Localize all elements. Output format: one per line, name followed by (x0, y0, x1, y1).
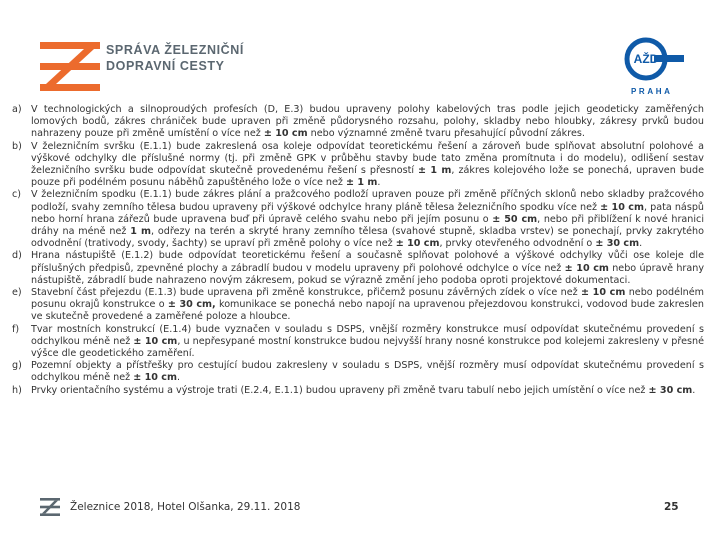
list-item-text (31, 360, 704, 384)
text-run: V technologických a silnoproudých profesích (D, E.3) budou upraveny polohy kabelových tras podle jejich geodeticky zaměřených lomových bodů, zákres chrániček bude upraven při změně půdorysného rozsahu, polohy, skladby nebo hloubky, zákresy prvků budou nahrazeny pouze při změně umístění o více než (31, 104, 704, 140)
tolerance-value: ± 10 cm (581, 287, 626, 299)
text-run: , odřezy na terén a skryté hrany zemního tělesa (svahové stupně, skladba vrstev) se ponechají, prvky zakrytého odvodnění (trativody, svody, šachty) se upraví při změně polohy o více než (31, 226, 705, 250)
list-item-label: f) (12, 323, 20, 335)
text-run: V železničním svršku (E.1.1) bude zakreslená osa koleje odpovídat teoretickému řešení a zároveň bude splňovat absolutní polohové a výškové odchylky dle příslušné normy (tj. při změně GPK v průběhu stavby bude tato změna promítnuta i do modelu), odlišení sestav železničního svršku bude odpovídat skutečně provedenému řešení s přesností (31, 140, 704, 177)
azd-logo-icon (620, 36, 684, 82)
text-run: . (639, 238, 643, 250)
tolerance-value: ± 10 cm (263, 128, 308, 140)
text-run: Hrana nástupiště (E.1.2) bude odpovídat teoretickému řešení a současně splňovat polohové a výškové odchylky vůči ose koleje dle příslušných předpisů, zpevněné plochy a zábradlí budou v modelu upraveny při polohové odchylce o více než (31, 250, 704, 274)
list-item-label: b) (12, 140, 22, 152)
tolerance-value: ± 10 cm (600, 201, 644, 213)
list-item (12, 385, 704, 397)
list-item-label: e) (12, 287, 22, 299)
brand-title-line-1: SPRÁVA ŽELEZNIČNÍ (106, 43, 244, 57)
text-run: , pata náspů nebo horní hrana zářezů bude upravena buď při úpravě celého svahu nebo při jejím posunu o (31, 201, 704, 225)
list-item (12, 104, 704, 141)
text-run: V železničním spodku (E.1.1) bude zákres plání a pražcového podloží upraven pouze při změně příčných sklonů nebo skladby pražcového podloží, svahy zemního tělesa budou upraveny při výškové odchylce hrany pláně tělesa železničního spodku více než (31, 189, 704, 213)
list-item (12, 287, 704, 324)
logo-bar-bottom (40, 84, 100, 91)
list-item-text (31, 287, 704, 324)
text-run: Prvky orientačního systému a výstroje trati (E.2.4, E.1.1) budou upraveny při změně tvaru tabulí nebo jejich umístění o více než (31, 384, 649, 396)
tolerance-value: ± 10 cm (133, 335, 178, 347)
text-run: , zákres kolejového lože se ponechá, upraven bude pouze při podélném posunu náběhů zapuštěného lože o více než (31, 165, 704, 189)
requirements-list (12, 104, 704, 397)
text-run: Stavební část přejezdu (E.1.3) bude upravena při změně konstrukce, přičemž posunu závěrných zídek o více než (31, 287, 581, 299)
text-run: komunikace se ponechá nebo napojí na upravenou přejezdovou konstrukci, vodovod bude zakreslen ve skutečně provedené a zaměřené poloze a hloubce. (31, 299, 704, 323)
list-item-label: d) (12, 250, 22, 262)
text-run: Tvar mostních konstrukcí (E.1.4) bude vyznačen v souladu s DSPS, vnější rozměry konstrukce musí odpovídat skutečnému provedení s odchylkou méně než (31, 323, 704, 347)
tolerance-value: ± 30 cm, (167, 299, 216, 311)
text-run: , nebo při přiblížení k nové hranici dráhy na méně než (31, 213, 704, 238)
page-number: 25 (664, 501, 679, 513)
brand-title-line-2: DOPRAVNÍ CESTY (106, 59, 225, 73)
tolerance-value: ± 10 cm (564, 262, 609, 274)
tolerance-value: ± 1 m (346, 177, 378, 189)
tolerance-value: ± 30 cm (595, 238, 640, 250)
list-item (12, 250, 704, 287)
list-item (12, 324, 704, 361)
szdc-logo-icon (40, 40, 100, 94)
list-item (12, 360, 704, 384)
brand-title (106, 42, 244, 74)
text-run: nebo významné změně tvaru přesahující původní zákres. (307, 128, 585, 140)
tolerance-value: ± 10 cm (395, 238, 440, 250)
tolerance-value: ± 50 cm (492, 213, 538, 225)
tolerance-value: ± 1 m (418, 165, 452, 177)
logo-bar-top (40, 42, 100, 49)
text-run: , u nepřesypané mostní konstrukce budou nejvyšší hrany nosné konstrukce pod kolejemi zakresleny v přesné výšce dle geodetického zaměření. (31, 335, 704, 360)
text-run: . (377, 177, 381, 189)
text-run: . (177, 372, 181, 384)
list-item-text (31, 250, 704, 287)
list-item-label: c) (12, 189, 22, 201)
list-item-text (31, 104, 704, 141)
footer-text: Železnice 2018, Hotel Olšanka, 29.11. 2018 (70, 501, 301, 513)
azd-logo-city: PRAHA (631, 87, 673, 96)
list-item-label: g) (12, 360, 22, 372)
tolerance-value: 1 m (130, 226, 152, 238)
list-item-text (31, 324, 704, 361)
list-item-label: a) (12, 104, 22, 115)
list-item (12, 189, 704, 250)
text-run: Pozemní objekty a přístřešky pro cestující budou zakresleny v souladu s DSPS, vnější rozměry musí odpovídat skutečnému provedení s odchylkou méně než (31, 360, 704, 384)
footer-logo-icon (40, 498, 60, 516)
tolerance-value: ± 30 cm (648, 384, 693, 396)
text-run: nebo úpravě hrany nástupiště, zábradlí bude nahrazeno novým zákresem, pokud se výrazně změní jeho podoba oproti projektové dokumentaci. (31, 262, 704, 286)
azd-logo-mark: AŽD (633, 52, 659, 66)
list-item-text (31, 141, 704, 190)
list-item-label: h) (12, 384, 22, 396)
tolerance-value: ± 10 cm (133, 372, 177, 384)
list-item (12, 141, 704, 190)
list-item-text (31, 385, 704, 397)
list-item-text (31, 189, 704, 250)
text-run: . (692, 384, 696, 396)
text-run: nebo podélném posunu okrajů konstrukce o (31, 287, 704, 311)
text-run: , prvky otevřeného odvodnění o (439, 238, 596, 250)
